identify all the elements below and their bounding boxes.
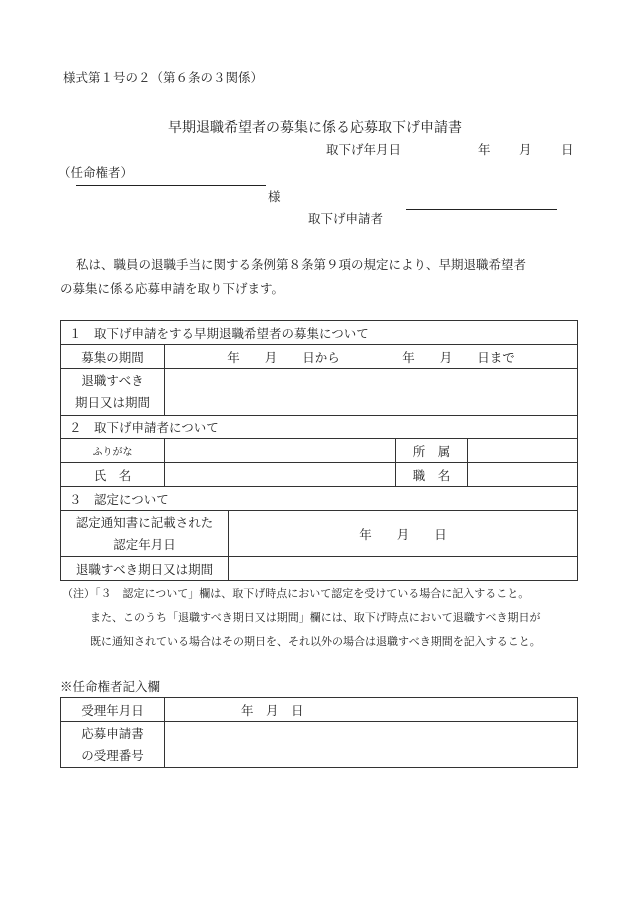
retire-date-label [61, 369, 165, 416]
cert-date-label [61, 511, 229, 557]
body-line-2: の募集に係る応募申請を取り下げます。 [60, 281, 285, 296]
applicant-label: 取下げ申請者 [308, 211, 384, 226]
body-line-1: 私は、職員の退職手当に関する条例第８条第９項の規定により、早期退職希望者 [76, 257, 527, 272]
period-value[interactable]: 年 月 日から 年 月 日まで [165, 345, 578, 369]
receipt-number-field[interactable] [165, 722, 578, 768]
withdraw-date-label: 取下げ年月日 [326, 142, 402, 157]
withdraw-date-year: 年 [478, 142, 491, 157]
appointer-name-line[interactable] [76, 185, 266, 186]
appointer-label: （任命権者） [58, 165, 134, 180]
appointer-section-title: ※任命権者記入欄 [60, 679, 161, 694]
section3-header: ３ 認定について [61, 487, 578, 511]
note-3: 既に通知されている場合はその期日を、それ以外の場合は退職すべき期間を記入すること。 [90, 635, 541, 648]
retire-field[interactable] [229, 557, 578, 581]
dept-label: 所 属 [396, 439, 468, 463]
section1-header: １ 取下げ申請をする早期退職希望者の募集について [61, 321, 578, 345]
retire-date-label-line2: 期日又は期間 [74, 395, 150, 410]
receipt-number-label [61, 722, 165, 768]
cert-date-label-line2: 認定年月日 [113, 536, 176, 552]
appointer-table [60, 697, 578, 768]
withdraw-form-table [60, 320, 578, 581]
appointer-honorific: 様 [268, 189, 281, 204]
furigana-field[interactable] [165, 439, 396, 463]
received-date-label: 受理年月日 [61, 698, 165, 722]
name-label: 氏 名 [61, 463, 165, 487]
retire-label: 退職すべき期日又は期間 [61, 557, 229, 581]
note-2: また、このうち「退職すべき期日又は期間」欄には、取下げ時点において退職すべき期日が [90, 611, 541, 624]
withdraw-date-day: 日 [561, 142, 574, 157]
note-1: （注）「３ 認定について」欄は、取下げ時点において認定を受けている場合に記入すること。 [62, 587, 530, 600]
receipt-number-label-line1: 応募申請書 [81, 725, 144, 741]
cert-date-label-line1: 認定通知書に記載された [75, 514, 214, 530]
form-number: 様式第１号の２（第６条の３関係） [63, 70, 264, 85]
received-date-value[interactable] [165, 698, 578, 722]
job-title-field[interactable] [468, 463, 578, 487]
cert-date-value[interactable]: 年 月 日 [229, 511, 578, 557]
retire-date-field[interactable] [165, 369, 578, 416]
furigana-label: ふりがな [61, 439, 165, 463]
retire-date-label-line1: 退職すべき [81, 373, 144, 388]
name-field[interactable] [165, 463, 396, 487]
section2-header: ２ 取下げ申請者について [61, 416, 578, 439]
received-date-text: 年 月 日 [241, 702, 304, 718]
dept-field[interactable] [468, 439, 578, 463]
page-title: 早期退職希望者の募集に係る応募取下げ申請書 [168, 120, 462, 136]
receipt-number-label-line2: の受理番号 [81, 747, 144, 763]
job-title-label: 職 名 [396, 463, 468, 487]
withdraw-date-month: 月 [519, 142, 532, 157]
period-label: 募集の期間 [61, 345, 165, 369]
applicant-name-line[interactable] [406, 209, 557, 210]
